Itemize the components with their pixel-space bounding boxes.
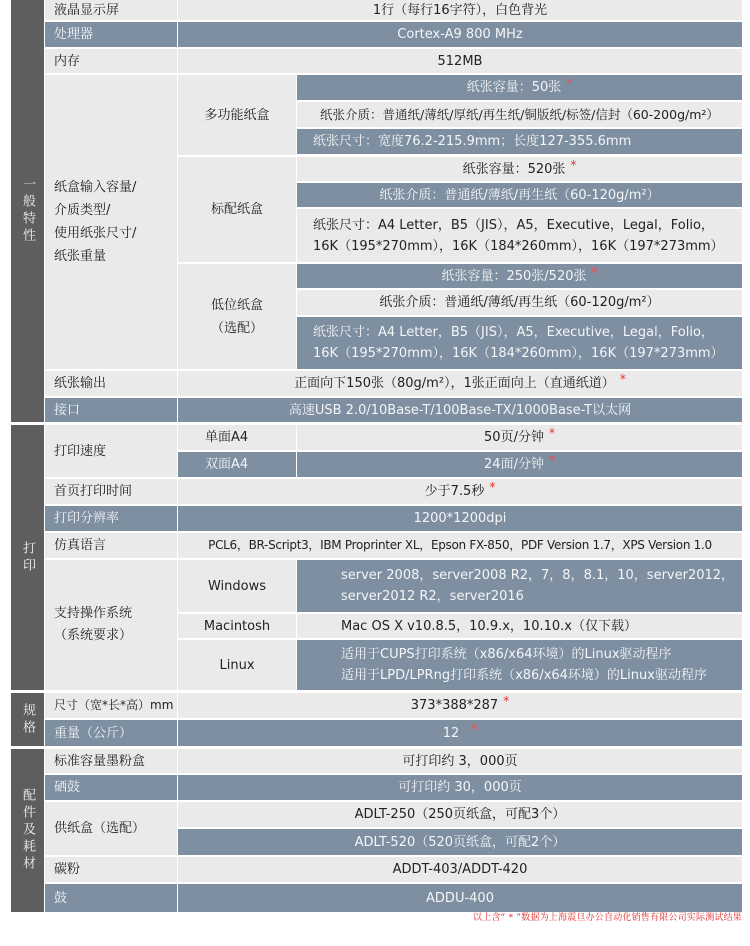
row-label-weight: 重量（公斤） <box>45 720 177 746</box>
paper-output-text: 正面向下150张（80g/m²），1张正面向上（直通纸道） <box>294 376 615 391</box>
row-value-memory: 512MB <box>178 49 742 73</box>
os-windows-value <box>297 560 742 612</box>
paper-input-label-line: 纸盒输入容量/ <box>54 180 137 195</box>
paper-tray-opt-2: ADLT-520（520页纸盒，可配2个） <box>178 829 742 855</box>
row-label-cpu: 处理器 <box>45 22 177 47</box>
row-label-memory: 内存 <box>45 49 177 73</box>
paper-input-label-line: 介质类型/ <box>54 203 111 218</box>
lower-tray-size-line2: 16K（195*270mm），16K（184*260mm），16K（197*273mm） <box>313 346 724 361</box>
row-value-interface: 高速USB 2.0/10Base-T/100Base-TX/1000Base-T以太网 <box>178 398 742 422</box>
os-mac-label: Macintosh <box>178 614 296 638</box>
lower-tray-size-line1: 纸张尺寸：A4 Letter，B5（JIS），A5，Executive，Legal，Folio， <box>313 325 714 340</box>
section-print: 打印 <box>11 425 44 690</box>
weight-text: 12 <box>442 725 460 741</box>
simplex-value-text: 50页/分钟 <box>484 430 544 445</box>
paper-tray-opt-1: ADLT-250（250页纸盒，可配3个） <box>178 802 742 827</box>
lower-tray-name <box>178 264 296 369</box>
row-label-paper-tray-opt: 供纸盒（选配） <box>45 802 177 855</box>
lower-tray-name-line2: （选配） <box>210 320 263 336</box>
lower-tray-name-line1: 低位纸盒 <box>210 297 263 313</box>
os-label-line2: （系统要求） <box>54 628 133 643</box>
row-label-resolution: 打印分辨率 <box>45 506 177 531</box>
row-label-interface: 接口 <box>45 398 177 422</box>
row-label-print-speed: 打印速度 <box>45 425 177 477</box>
row-label-paper-output: 纸张输出 <box>45 371 177 396</box>
print-speed-simplex-value <box>297 425 742 450</box>
paper-input-label-line: 使用纸张尺寸/ <box>54 226 137 241</box>
row-label-toner-std: 标准容量墨粉盒 <box>45 749 177 773</box>
print-speed-simplex-label: 单面A4 <box>178 425 296 450</box>
os-label-line1: 支持操作系统 <box>54 606 133 621</box>
std-tray-size-line1: 纸张尺寸：A4 Letter，B5（JIS），A5，Executive，Legal，Folio， <box>313 217 714 233</box>
os-linux-label: Linux <box>178 640 296 690</box>
row-label-toner: 碳粉 <box>45 857 177 882</box>
row-label-paper-input <box>45 75 177 369</box>
row-value-drum: ADDU-400 <box>178 884 742 912</box>
star-marker: * <box>570 157 577 172</box>
std-tray-size <box>297 209 742 262</box>
row-label-os <box>45 560 177 690</box>
std-tray-media: 纸张介质：普通纸/薄纸/再生纸（60-120g/m²） <box>297 183 742 207</box>
dimensions-text: 373*388*287 <box>410 698 499 713</box>
row-value-dimensions <box>178 693 742 718</box>
row-value-weight <box>178 720 742 746</box>
star-marker: * <box>619 372 626 386</box>
std-tray-capacity <box>297 157 742 181</box>
row-label-drum: 鼓 <box>45 884 177 912</box>
row-value-toner-std: 可打印约 3，000页 <box>178 749 742 773</box>
row-label-dimensions: 尺寸（宽*长*高）mm <box>45 693 177 718</box>
std-tray-capacity-text: 纸张容量：520张 <box>462 161 566 177</box>
mp-tray-capacity-text: 纸张容量：50张 <box>466 80 562 95</box>
std-tray-name: 标配纸盒 <box>178 157 296 262</box>
star-marker: * <box>489 480 496 494</box>
std-tray-size-line2: 16K（195*270mm），16K（184*260mm），16K（197*273mm） <box>313 238 724 254</box>
print-speed-duplex-value <box>297 452 742 477</box>
star-marker: * <box>548 426 555 440</box>
star-marker: * <box>591 264 598 279</box>
mp-tray-media: 纸张介质：普通纸/薄纸/厚纸/再生纸/铜版纸/标签/信封（60-200g/m²） <box>297 102 742 127</box>
section-accessories: 配件及耗材 <box>11 749 44 912</box>
star-marker: * <box>548 453 555 467</box>
section-spec: 规格 <box>11 693 44 746</box>
section-general: 一般特性 <box>11 0 44 422</box>
row-value-drum-life: 可打印约 30，000页 <box>178 775 742 800</box>
row-label-emulation: 仿真语言 <box>45 533 177 558</box>
duplex-value-text: 24面/分钟 <box>484 457 544 472</box>
os-windows-label: Windows <box>178 560 296 612</box>
star-marker: * <box>566 76 573 90</box>
lower-tray-media: 纸张介质：普通纸/薄纸/再生纸（60-120g/m²） <box>297 290 742 315</box>
os-mac-value: Mac OS X v10.8.5，10.9.x，10.10.x（仅下载） <box>297 614 742 638</box>
row-value-lcd: 1行（每行16字符），白色背光 <box>178 0 742 20</box>
mp-tray-name: 多功能纸盒 <box>178 75 296 155</box>
row-label-drum-life: 硒鼓 <box>45 775 177 800</box>
mp-tray-capacity <box>297 75 742 100</box>
row-value-cpu: Cortex-A9 800 MHz <box>178 22 742 47</box>
row-value-toner: ADDT-403/ADDT-420 <box>178 857 742 882</box>
print-speed-duplex-label: 双面A4 <box>178 452 296 477</box>
row-label-lcd: 液晶显示屏 <box>45 0 177 20</box>
row-value-first-page <box>178 479 742 504</box>
mp-tray-size: 纸张尺寸：宽度76.2-215.9mm；长度127-355.6mm <box>297 129 742 154</box>
lower-tray-capacity <box>297 264 742 288</box>
os-windows-line2: server2012 R2，server2016 <box>341 589 524 604</box>
row-label-first-page: 首页打印时间 <box>45 479 177 504</box>
os-windows-line1: server 2008，server2008 R2，7，8，8.1，10，server2012， <box>341 568 735 583</box>
star-marker: * <box>503 694 510 708</box>
os-linux-line2: 适用于LPD/LPRng打印系统（x86/x64环境）的Linux驱动程序 <box>341 668 707 683</box>
os-linux-value <box>297 640 742 690</box>
os-linux-line1: 适用于CUPS打印系统（x86/x64环境）的Linux驱动程序 <box>341 647 672 662</box>
row-value-resolution: 1200*1200dpi <box>178 506 742 531</box>
row-value-emulation: PCL6，BR-Script3，IBM Proprinter XL，Epson FX-850，PDF Version 1.7，XPS Version 1.0 <box>178 533 742 558</box>
lower-tray-capacity-text: 纸张容量：250张/520张 <box>441 268 587 284</box>
row-value-paper-output <box>178 371 742 396</box>
lower-tray-size <box>297 317 742 369</box>
star-marker: * <box>471 721 478 736</box>
paper-input-label-line: 纸张重量 <box>54 249 107 264</box>
footnote: 以上含“ * ”数据为上海震旦办公自动化销售有限公司实际测试结果 <box>473 913 742 923</box>
first-page-text: 少于7.5秒 <box>424 484 485 499</box>
